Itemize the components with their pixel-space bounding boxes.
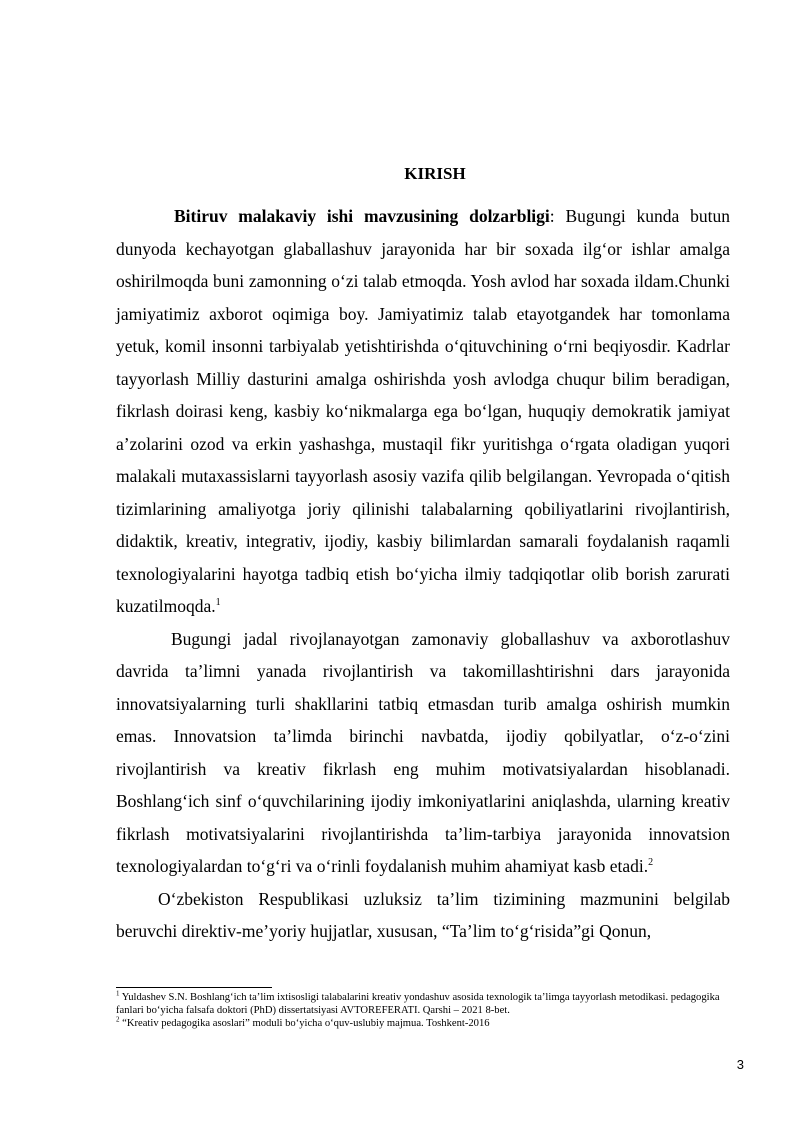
footnote-2	[116, 1017, 730, 1030]
paragraph-text: : Bugungi kunda butun dunyoda kechayotgan glaballashuv jarayonida har bir soxada ilg‘or ishlar amalga oshirilmoqda buni zamonning o‘zi talab etmoqda. Yosh avlod har soxada ildam.Chunki jamiyatimiz axborot oqimiga boy. Jamiyatimiz talab etayotgandek har tomonlama yetuk, komil insonni tarbiyalab yetishtirishda o‘qituvchining o‘rni beqiyosdir. Kadrlar tayyorlash Milliy dasturini amalga oshirishda yosh avlodga chuqur bilim beradigan, fikrlash doirasi keng, kasbiy ko‘nikmalarga ega bo‘lgan, huquqiy demokratik jamiyat a’zolarini ozod va erkin yashashga, mustaqil fikr yuritishga o‘rgata oladigan yuqori malakali mutaxassislarni tayyorlash asosiy vazifa qilib belgilangan. Yevropada o‘qitish tizimlarining amaliyotga joriy qilinishi talabalarning qobiliyatlarini rivojlantirish, didaktik, kreativ, integrativ, ijodiy, kasbiy bilimlardan samarali foydalanish raqamli texnologiyalarini hayotga tadbiq etish bo‘yicha ilmiy tadqiqotlar olib borish zarurati kuzatilmoqda.	[116, 206, 730, 616]
paragraph-globalization	[116, 623, 730, 883]
footnote-text: Yuldashev S.N. Boshlang‘ich ta’lim ixtisosligi talabalarini kreativ yondashuv asosida texnologik ta’limga tayyorlash metodikasi. pedagogika fanlari bo‘yicha falsafa doktori (PhD) dissertatsiyasi AVTOREFERATI. Qarshi – 2021 8-bet.	[116, 992, 720, 1016]
footnote-reference[interactable]: 1	[215, 597, 221, 609]
paragraph-text: Bugungi jadal rivojlanayotgan zamonaviy globallashuv va axborotlashuv davrida ta’limni yanada rivojlantirish va takomillashtirishni dars jarayonida innovatsiyalarning turli shakllarini tatbiq etmasdan turib amalga oshirish mumkin emas. Innovatsion ta’limda birinchi navbatda, ijodiy qobilyatlar, o‘z-o‘zini rivojlantirish va kreativ fikrlash eng muhim motivatsiyalardan hisoblanadi. Boshlang‘ich sinf o‘quvchilarining ijodiy imkoniyatlarini aniqlashda, ularning kreativ fikrlash motivatsiyalarini rivojlantirishda ta’lim-tarbiya jarayonida innovatsion texnologiyalardan to‘g‘ri va o‘rinli foydalanish muhim ahamiyat kasb etadi.	[116, 628, 730, 876]
footnote-separator	[116, 987, 272, 988]
footnote-reference[interactable]: 2	[648, 857, 654, 869]
footnote-1	[116, 991, 730, 1017]
footnotes	[116, 991, 730, 1030]
footnote-marker: 1	[116, 989, 120, 998]
paragraph-legislation	[116, 883, 730, 948]
section-heading: KIRISH	[404, 164, 466, 183]
paragraph-text: O‘zbekiston Respublikasi uzluksiz ta’lim tizimining mazmunini belgilab beruvchi direktiv-me’yoriy hujjatlar, xususan, “Ta’lim to‘g‘risida”gi Qonun,	[116, 888, 730, 941]
body-text	[116, 200, 730, 948]
footnote-text: “Kreativ pedagogika asoslari” moduli bo‘yicha o‘quv-uslubiy majmua. Toshkent-2016	[119, 1018, 490, 1029]
footnote-marker: 2	[116, 1015, 120, 1024]
page-number: 3	[736, 1057, 744, 1072]
paragraph-lead: Bitiruv malakaviy ishi mavzusining dolzarbligi	[174, 206, 550, 226]
paragraph-relevance	[116, 200, 730, 623]
